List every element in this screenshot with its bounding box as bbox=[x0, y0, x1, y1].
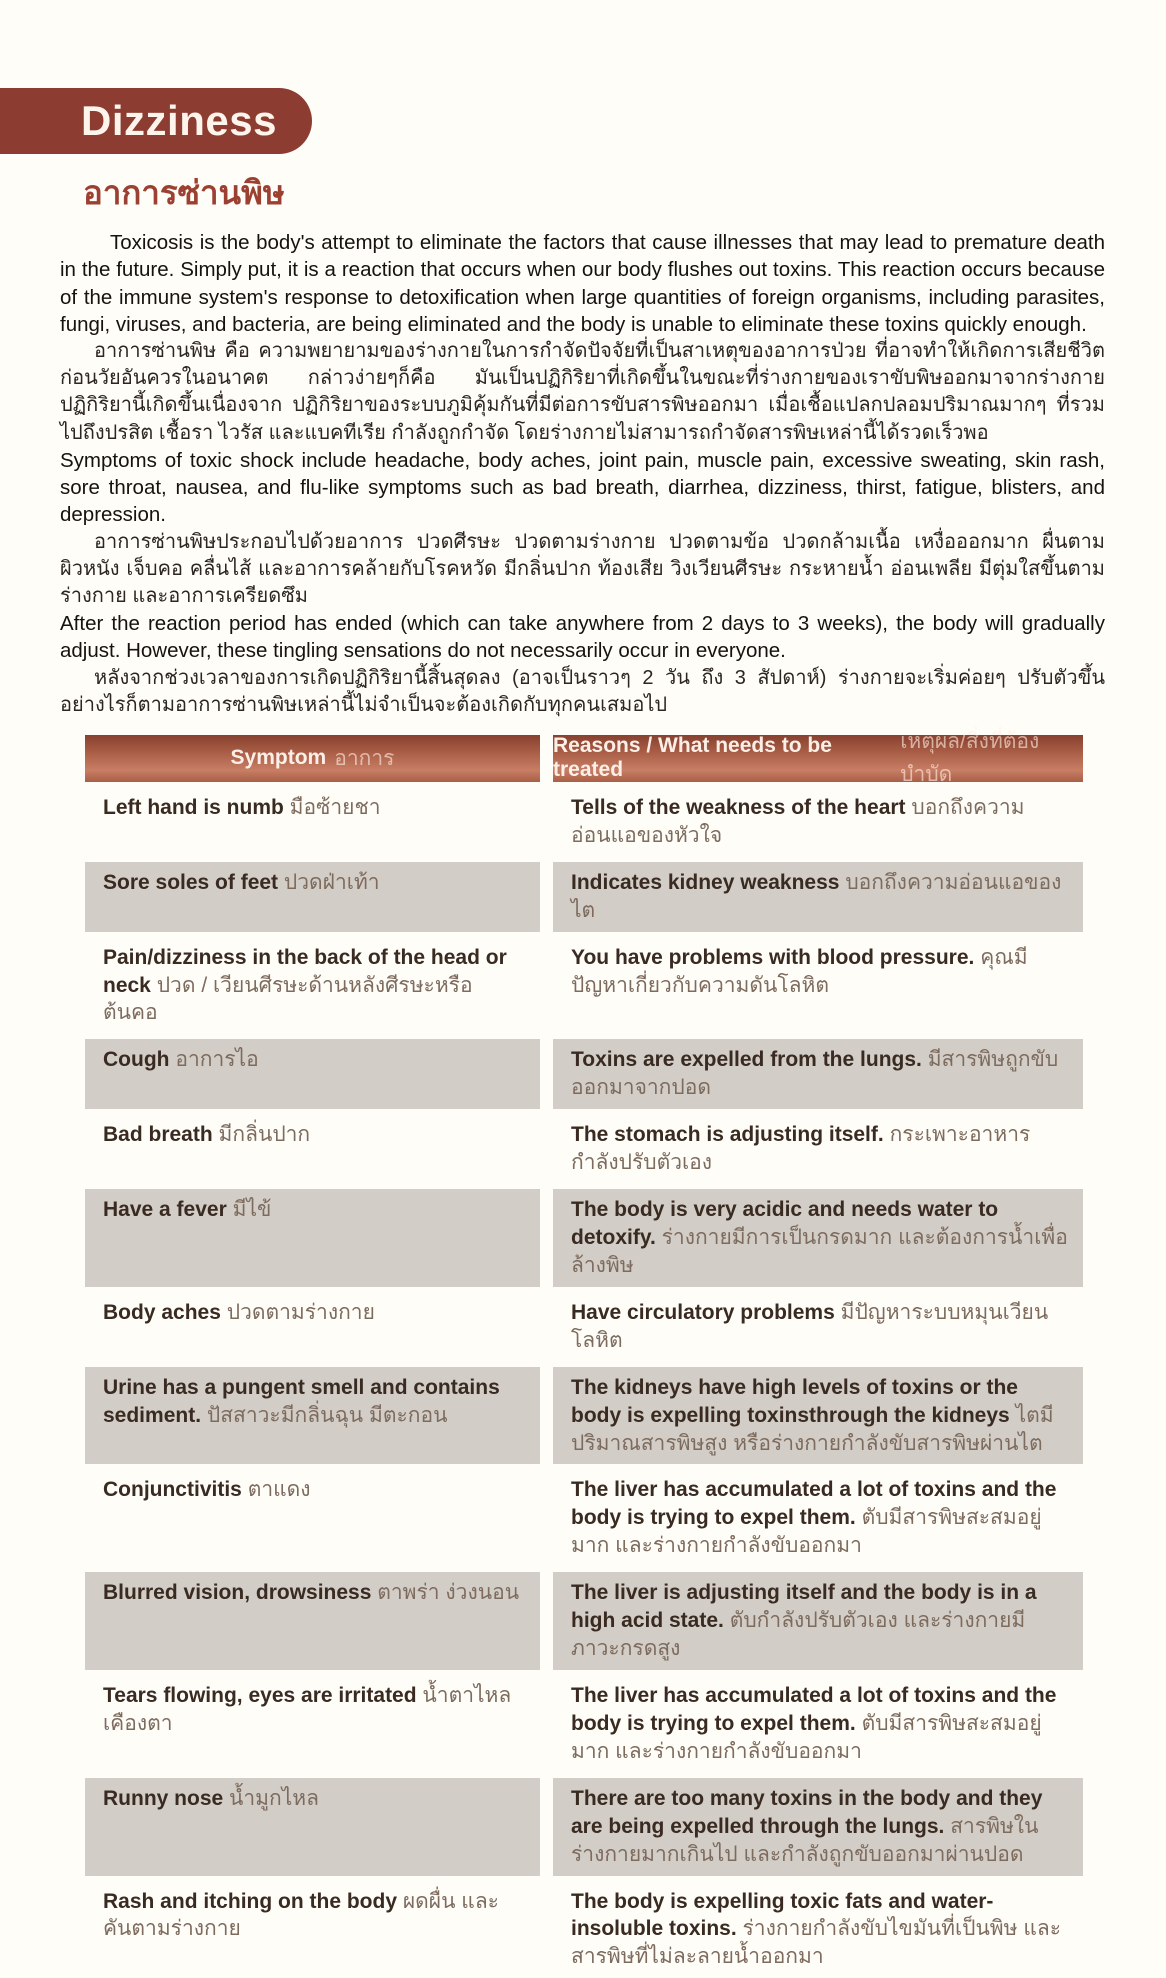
symptom-header-label: Symptom bbox=[230, 746, 327, 770]
symptom-header-label-thai: อาการ bbox=[334, 746, 395, 770]
symptom-text-thai: น้ำมูกไหล bbox=[229, 1786, 320, 1810]
symptom-text: Pain/dizziness in the back of the head or neck bbox=[103, 945, 507, 997]
table-row bbox=[85, 787, 1083, 857]
symptom-text-thai: ปวดตามร่างกาย bbox=[226, 1300, 375, 1324]
reason-cell bbox=[553, 1778, 1083, 1876]
symptom-text: Bad breath bbox=[103, 1123, 213, 1147]
paragraph: อาการซ่านพิษ คือ ความพยายามของร่างกายในการกำจัดปัจจัยที่เป็นสาเหตุของอาการป่วย ที่อาจทำให้เกิดการเสียชีวิตก่อนวัยอันควรในอนาคต กล่าวง่ายๆก็คือ มันเป็นปฏิกิริยาที่เกิดขึ้นในขณะที่ร่างกายของเราขับพิษออกมาจากร่างกาย ปฏิกิริยานี้เกิดขึ้นเนื่องจาก ปฏิกิริยาของระบบภูมิคุ้มกันที่มีต่อการขับสารพิษออกมา เมื่อเชื้อแปลกปลอมปริมาณมากๆ ที่รวมไปถึงปรสิต เชื้อรา ไวรัส และแบคทีเรีย กำลังถูกกำจัด โดยร่างกายไม่สามารถกำจัดสารพิษเหล่านี้ได้รวดเร็วพอ bbox=[60, 340, 1105, 444]
table-row bbox=[85, 1572, 1083, 1670]
table-header bbox=[85, 730, 1083, 787]
symptom-table bbox=[85, 730, 1083, 1978]
symptom-cell bbox=[85, 1367, 540, 1465]
reason-text-thai: มีปัญหาระบบหมุนเวียนโลหิต bbox=[571, 1300, 1049, 1352]
symptom-cell bbox=[85, 1292, 540, 1362]
symptom-text-thai: มีไข้ bbox=[232, 1198, 272, 1222]
table-row bbox=[85, 862, 1083, 932]
table-row bbox=[85, 1114, 1083, 1184]
symptom-cell bbox=[85, 1114, 540, 1184]
reason-text: The body is very acidic and needs water to detoxify. bbox=[571, 1198, 999, 1249]
symptom-text: Blurred vision, drowsiness bbox=[103, 1581, 372, 1605]
symptom-text: Body aches bbox=[103, 1300, 221, 1324]
reason-text: The liver has accumulated a lot of toxins and the body is trying to expel them. bbox=[571, 1683, 1057, 1735]
table-row bbox=[85, 1367, 1083, 1465]
table-row bbox=[85, 1675, 1083, 1773]
document-page bbox=[0, 88, 1166, 1969]
symptom-text: Runny nose bbox=[103, 1786, 224, 1810]
reason-cell bbox=[553, 787, 1083, 857]
intro-paragraphs bbox=[60, 229, 1105, 719]
paragraph: Symptoms of toxic shock include headache, body aches, joint pain, muscle pain, excessive sweating, skin rash, sore throat, nausea, and flu-like symptoms such as bad breath, diarrhea, dizziness, thirst, fatigue, blisters, and depression. bbox=[60, 448, 1105, 527]
reason-text: Tells of the weakness of the heart bbox=[571, 795, 906, 819]
paragraph: After the reaction period has ended (which can take anywhere from 2 days to 3 weeks), the body will gradually adjust. However, these tingling sensations do not necessarily occur in everyone. bbox=[60, 612, 1105, 663]
page-title-thai: อาการซ่านพิษ bbox=[83, 174, 285, 211]
symptom-text-thai: ปัสสาวะมีกลิ่นฉุน มีตะกอน bbox=[206, 1403, 448, 1427]
reason-text-thai: ตับกำลังปรับตัวเอง และร่างกายมีภาวะกรดสูง bbox=[571, 1609, 1026, 1661]
symptom-cell bbox=[85, 1572, 540, 1670]
reason-cell bbox=[553, 862, 1083, 932]
reasons-column-header bbox=[553, 730, 1083, 787]
reason-cell bbox=[553, 1675, 1083, 1773]
symptom-cell bbox=[85, 787, 540, 857]
table-body bbox=[85, 787, 1083, 1978]
title-badge bbox=[0, 88, 312, 154]
reason-text-thai: บอกถึงความอ่อนแอของหัวใจ bbox=[571, 795, 1025, 847]
symptom-cell bbox=[85, 1675, 540, 1773]
symptom-cell bbox=[85, 1039, 540, 1109]
symptom-text-thai: มีกลิ่นปาก bbox=[218, 1123, 311, 1147]
reason-text-thai: ไตมีปริมาณสารพิษสูง หรือร่างกายกำลังขับสารพิษผ่านไต bbox=[571, 1403, 1054, 1455]
reason-text-thai: กระเพาะอาหารกำลังปรับตัวเอง bbox=[571, 1123, 1031, 1175]
paragraph: หลังจากช่วงเวลาของการเกิดปฏิกิริยานี้สิ้นสุดลง (อาจเป็นราวๆ 2 วัน ถึง 3 สัปดาห์) ร่างกายจะเริ่มค่อยๆ ปรับตัวขึ้น อย่างไรก็ตามอาการซ่านพิษเหล่านี้ไม่จำเป็นจะต้องเกิดกับทุกคนเสมอไป bbox=[60, 666, 1105, 716]
symptom-text: Cough bbox=[103, 1048, 170, 1072]
symptom-cell bbox=[85, 1778, 540, 1876]
reason-text: The liver has accumulated a lot of toxins and the body is trying to expel them. bbox=[571, 1478, 1057, 1530]
symptom-text: Urine has a pungent smell and contains sediment. bbox=[103, 1375, 500, 1427]
reason-text-thai: ตับมีสารพิษสะสมอยู่มาก และร่างกายกำลังขับออกมา bbox=[571, 1506, 1042, 1558]
reason-text-thai: มีสารพิษถูกขับออกมาจากปอด bbox=[571, 1048, 1059, 1100]
reason-cell bbox=[553, 1189, 1083, 1287]
table-row bbox=[85, 1881, 1083, 1978]
symptom-cell bbox=[85, 862, 540, 932]
symptom-text-thai: อาการไอ bbox=[175, 1048, 259, 1072]
reason-text: The stomach is adjusting itself. bbox=[571, 1123, 884, 1147]
symptom-text: Conjunctivitis bbox=[103, 1478, 242, 1502]
symptom-text-thai: มือซ้ายชา bbox=[289, 795, 381, 819]
table-row bbox=[85, 1778, 1083, 1876]
page-title: Dizziness bbox=[81, 97, 277, 144]
symptom-cell bbox=[85, 1881, 540, 1978]
table-row bbox=[85, 1039, 1083, 1109]
reason-text: There are too many toxins in the body and they are being expelled through the lungs. bbox=[571, 1786, 1043, 1838]
reason-text: The kidneys have high levels of toxins or the body is expelling toxinsthrough the kidneys bbox=[571, 1375, 1018, 1427]
table-row bbox=[85, 1469, 1083, 1567]
reason-text-thai: คุณมีปัญหาเกี่ยวกับความดันโลหิต bbox=[571, 945, 1028, 997]
reason-text-thai: ร่างกายมีการเป็นกรดมาก และต้องการน้ำเพื่อล้างพิษ bbox=[571, 1226, 1068, 1277]
reason-cell bbox=[553, 1292, 1083, 1362]
symptom-text-thai: น้ำตาไหล เคืองตา bbox=[103, 1683, 512, 1735]
symptom-text: Rash and itching on the body bbox=[103, 1889, 397, 1913]
symptom-text: Sore soles of feet bbox=[103, 870, 279, 894]
paragraph: อาการซ่านพิษประกอบไปด้วยอาการ ปวดศีรษะ ปวดตามร่างกาย ปวดตามข้อ ปวดกล้ามเนื้อ เหงื่อออกมาก ผื่นตามผิวหนัง เจ็บคอ คลื่นไส้ และอาการคล้ายกับโรคหวัด มีกลิ่นปาก ท้องเสีย วิงเวียนศีรษะ กระหายน้ำ อ่อนเพลีย มีตุ่มใสขึ้นตามร่างกาย และอาการเครียดซึม bbox=[60, 530, 1105, 607]
symptom-text: Have a fever bbox=[103, 1198, 227, 1222]
symptom-cell bbox=[85, 1189, 540, 1287]
reasons-header-label: Reasons / What needs to be treated bbox=[553, 734, 832, 782]
reason-text: The body is expelling toxic fats and water-insoluble toxins. bbox=[571, 1889, 994, 1941]
reason-cell bbox=[553, 1469, 1083, 1567]
symptom-text-thai: ผดผื่น และคันตามร่างกาย bbox=[103, 1889, 499, 1941]
symptom-column-header bbox=[85, 735, 540, 782]
symptom-text-thai: ตาแดง bbox=[247, 1478, 311, 1502]
table-row bbox=[85, 937, 1083, 1035]
symptom-cell bbox=[85, 937, 540, 1035]
reason-text: You have problems with blood pressure. bbox=[571, 945, 975, 969]
reason-cell bbox=[553, 937, 1083, 1035]
symptom-text-thai: ปวดฝ่าเท้า bbox=[283, 870, 380, 894]
reason-text: The liver is adjusting itself and the body is in a high acid state. bbox=[571, 1581, 1037, 1633]
reason-text-thai: บอกถึงความอ่อนแอของไต bbox=[571, 870, 1062, 922]
reasons-header-label-thai: เหตุผล/สิ่งที่ต้องบำบัด bbox=[900, 730, 1040, 787]
reason-cell bbox=[553, 1572, 1083, 1670]
reason-text-thai: สารพิษในร่างกายมากเกินไป และกำลังถูกขับออกมาผ่านปอด bbox=[571, 1814, 1039, 1866]
reason-text-thai: ร่างกายกำลังขับไขมันที่เป็นพิษ และสารพิษที่ไม่ละลายน้ำออกมา bbox=[571, 1917, 1062, 1969]
reason-text: Indicates kidney weakness bbox=[571, 870, 840, 894]
reason-text: Have circulatory problems bbox=[571, 1300, 835, 1324]
table-row bbox=[85, 1292, 1083, 1362]
reason-cell bbox=[553, 1114, 1083, 1184]
reason-cell bbox=[553, 1039, 1083, 1109]
symptom-cell bbox=[85, 1469, 540, 1567]
symptom-text: Tears flowing, eyes are irritated bbox=[103, 1683, 417, 1707]
symptom-text-thai: ตาพร่า ง่วงนอน bbox=[377, 1581, 520, 1605]
reason-cell bbox=[553, 1367, 1083, 1465]
paragraph: Toxicosis is the body's attempt to eliminate the factors that cause illnesses that may lead to premature death in the future. Simply put, it is a reaction that occurs when our body flushes out toxins. This reaction occurs because of the immune system's response to detoxification when large quantities of foreign organisms, including parasites, fungi, viruses, and bacteria, are being eliminated and the body is unable to eliminate these toxins quickly enough. bbox=[60, 231, 1105, 336]
symptom-text: Left hand is numb bbox=[103, 795, 284, 819]
table-row bbox=[85, 1189, 1083, 1287]
reason-text: Toxins are expelled from the lungs. bbox=[571, 1048, 922, 1072]
symptom-text-thai: ปวด / เวียนศีรษะด้านหลังศีรษะหรือต้นคอ bbox=[103, 973, 473, 1025]
reason-cell bbox=[553, 1881, 1083, 1978]
reason-text-thai: ตับมีสารพิษสะสมอยู่มาก และร่างกายกำลังขับออกมา bbox=[571, 1711, 1042, 1763]
